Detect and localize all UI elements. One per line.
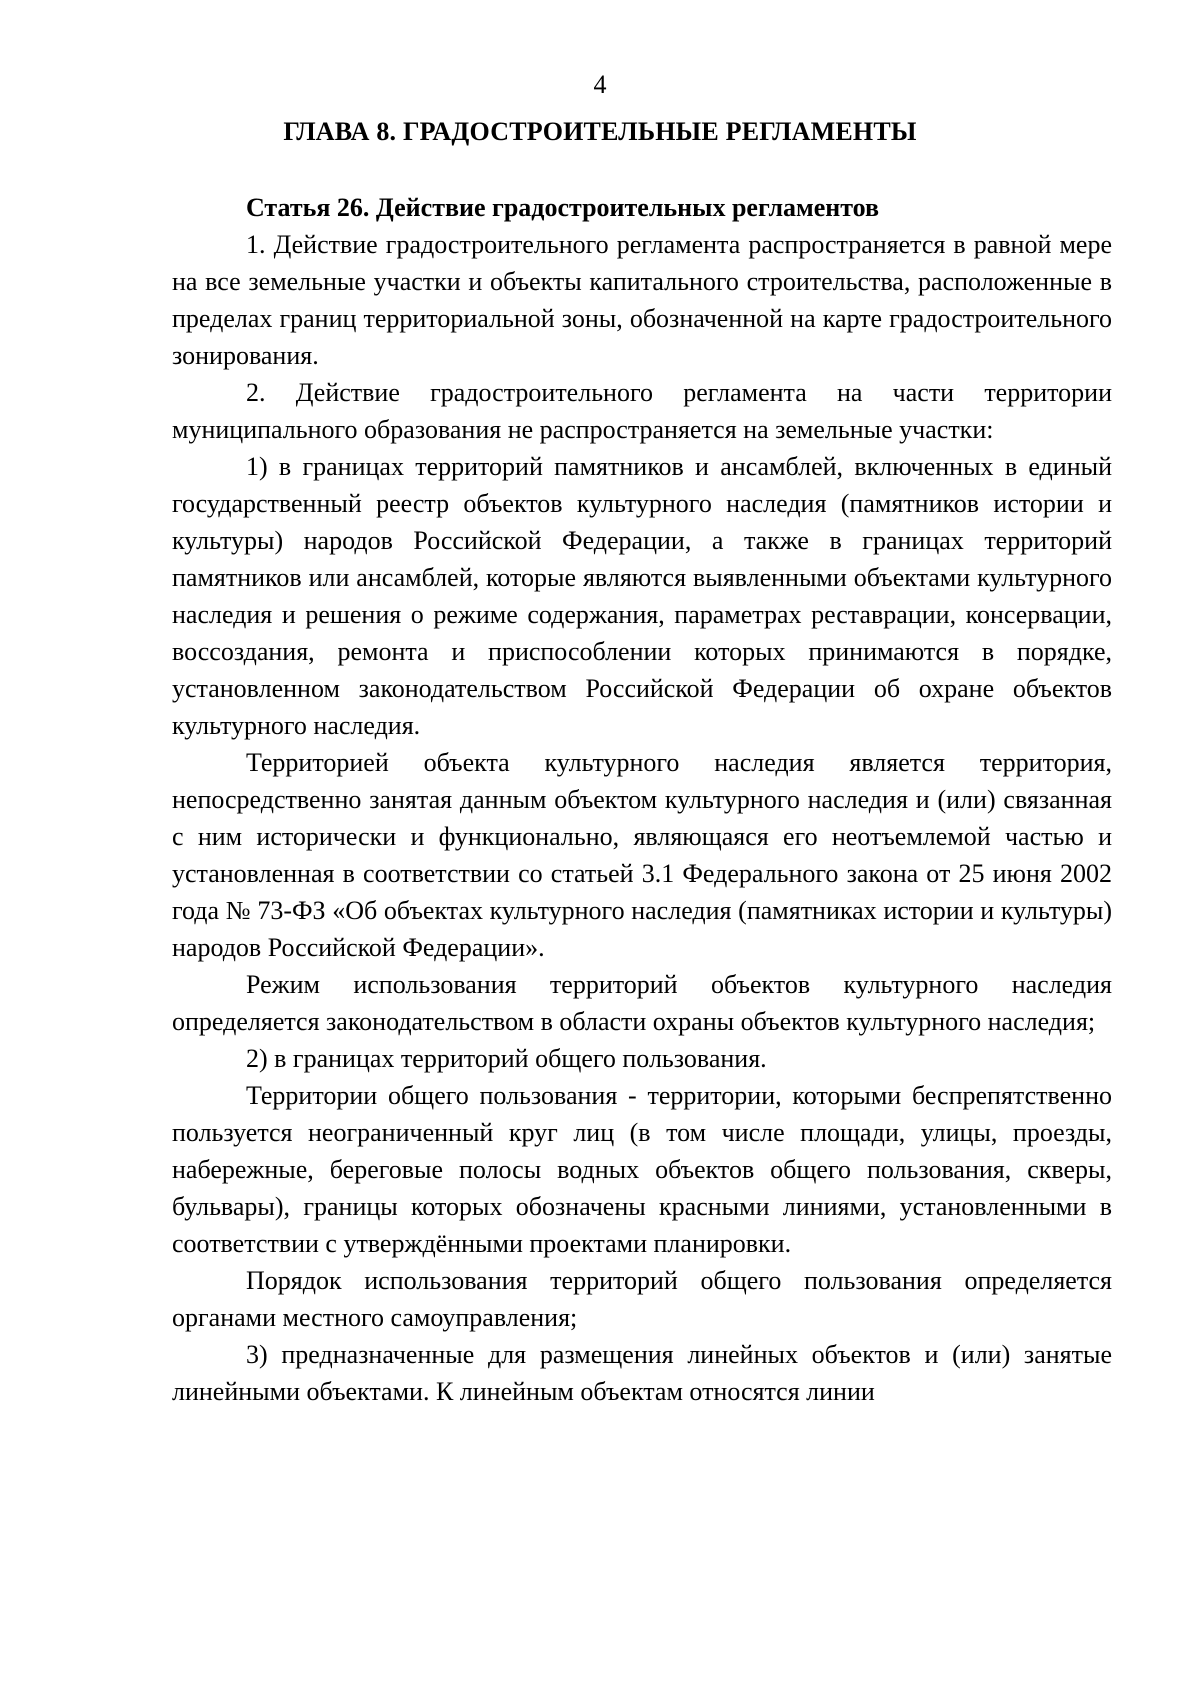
paragraph-subclause-2: 2) в границах территорий общего пользования. [246,1044,767,1073]
paragraph-public-use-order: Порядок использования территорий общего пользования определяется органами местного самоуправления; [172,1266,1112,1332]
paragraph-subclause-1: 1) в границах территорий памятников и ансамблей, включенных в единый государственный реестр объектов культурного наследия (памятников истории и культуры) народов Российской Федерации, а также в границах территорий памятников или ансамблей, которые являются выявленными объектами культурного наследия и решения о режиме содержания, параметрах реставрации, консервации, воссоздания, ремонта и приспособлении которых принимаются в порядке, установленном законодательством Российской Федерации об охране объектов культурного наследия. [172,452,1112,740]
paragraph-subclause-3: 3) предназначенные для размещения линейных объектов и (или) занятые линейными объектами. К линейным объектам относятся линии [172,1340,1112,1406]
paragraph-clause-1: 1. Действие градостроительного регламента распространяется в равной мере на все земельные участки и объекты капитального строительства, расположенные в пределах границ территориальной зоны, обозначенной на карте градостроительного зонирования. [172,230,1112,370]
paragraph-heritage-territory: Территорией объекта культурного наследия является территория, непосредственно занятая данным объектом культурного наследия и (или) связанная с ним исторически и функционально, являющаяся его неотъемлемой частью и установленная в соответствии со статьей 3.1 Федерального закона от 25 июня 2002 года № 73-ФЗ «Об объектах культурного наследия (памятниках истории и культуры) народов Российской Федерации». [172,748,1112,962]
paragraph-clause-2: 2. Действие градостроительного регламента на части территории муниципального образования не распространяется на земельные участки: [172,378,1112,444]
paragraph-public-territories: Территории общего пользования - территории, которыми беспрепятственно пользуется неограниченный круг лиц (в том числе площади, улицы, проезды, набережные, береговые полосы водных объектов общего пользования, скверы, бульвары), границы которых обозначены красными линиями, установленными в соответствии с утверждёнными проектами планировки. [172,1081,1112,1258]
paragraph-heritage-regime: Режим использования территорий объектов культурного наследия определяется законодательством в области охраны объектов культурного наследия; [172,970,1112,1036]
document-body [172,189,1112,1410]
chapter-title: ГЛАВА 8. ГРАДОСТРОИТЕЛЬНЫЕ РЕГЛАМЕНТЫ [283,117,917,146]
page-number: 4 [593,70,607,99]
article-title: Статья 26. Действие градостроительных регламентов [246,193,880,222]
